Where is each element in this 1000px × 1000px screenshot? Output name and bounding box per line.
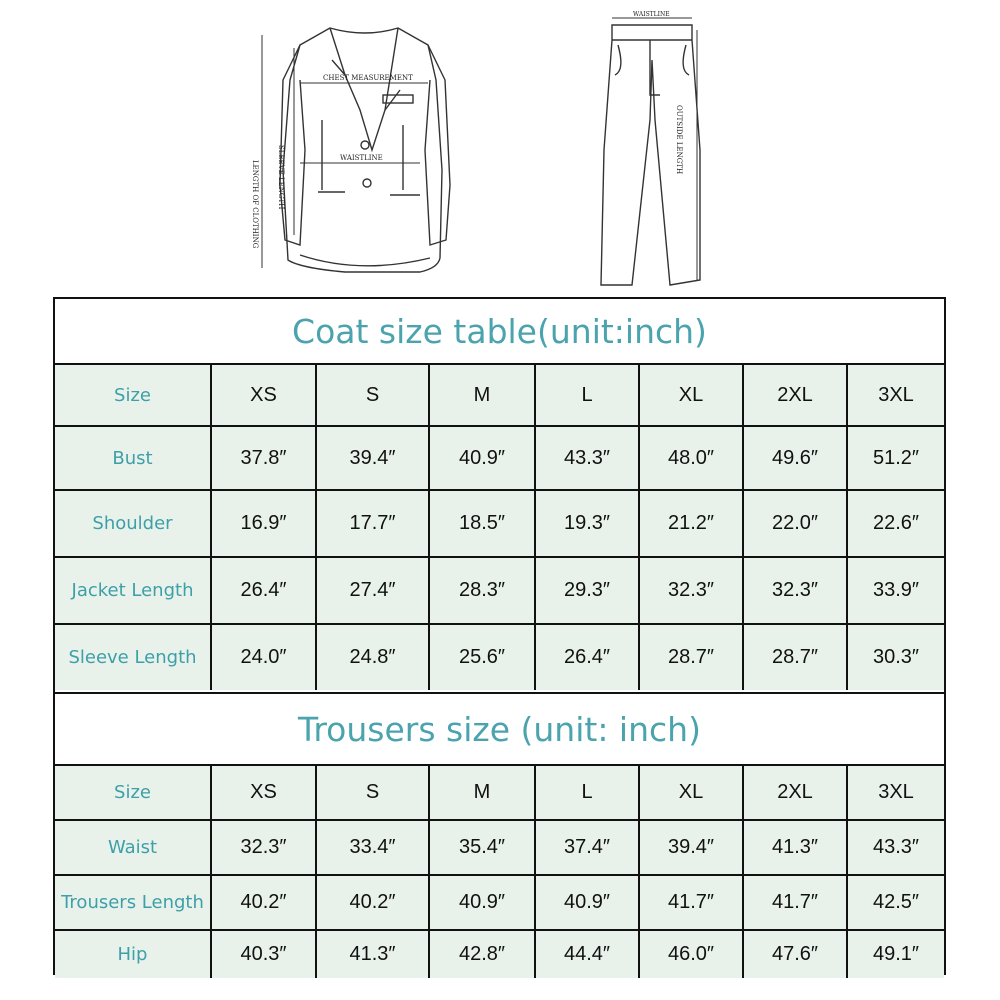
waist-m: 35.4″ <box>428 819 534 874</box>
sleeve-length-l: 26.4″ <box>534 623 638 690</box>
jacket-length-2xl: 32.3″ <box>742 556 846 623</box>
hip-xs: 40.3″ <box>210 929 315 978</box>
shoulder-2xl: 22.0″ <box>742 489 846 556</box>
trousers-size-xl: XL <box>638 764 742 819</box>
trousers-size-l: L <box>534 764 638 819</box>
trousers-title: Trousers size (unit: inch) <box>298 709 701 749</box>
row-label-trousers-length: Trousers Length <box>55 874 210 929</box>
jacket-length-xl: 32.3″ <box>638 556 742 623</box>
jacket-length-m: 28.3″ <box>428 556 534 623</box>
bust-3xl: 51.2″ <box>846 425 944 489</box>
sleeve-length-3xl: 30.3″ <box>846 623 944 690</box>
hip-xl: 46.0″ <box>638 929 742 978</box>
sleeve-length-2xl: 28.7″ <box>742 623 846 690</box>
coat-size-m: M <box>428 363 534 425</box>
trousers-size-m: M <box>428 764 534 819</box>
trousers-length-m: 40.9″ <box>428 874 534 929</box>
jacket-length-l: 29.3″ <box>534 556 638 623</box>
coat-size-3xl: 3XL <box>846 363 944 425</box>
jacket-length-label: LENGTH OF CLOTHING <box>251 160 259 249</box>
row-label-sleeve-length: Sleeve Length <box>55 623 210 690</box>
coat-size-s: S <box>315 363 428 425</box>
hip-l: 44.4″ <box>534 929 638 978</box>
bust-2xl: 49.6″ <box>742 425 846 489</box>
trousers-size-s: S <box>315 764 428 819</box>
trousers-length-xs: 40.2″ <box>210 874 315 929</box>
shoulder-m: 18.5″ <box>428 489 534 556</box>
waist-3xl: 43.3″ <box>846 819 944 874</box>
trousers-size-3xl: 3XL <box>846 764 944 819</box>
trousers-icon <box>601 18 700 285</box>
waist-l: 37.4″ <box>534 819 638 874</box>
trousers-size-header: Size <box>55 764 210 819</box>
hip-3xl: 49.1″ <box>846 929 944 978</box>
hip-s: 41.3″ <box>315 929 428 978</box>
bust-xl: 48.0″ <box>638 425 742 489</box>
coat-size-l: L <box>534 363 638 425</box>
trousers-length-xl: 41.7″ <box>638 874 742 929</box>
sleeve-length-m: 25.6″ <box>428 623 534 690</box>
jacket-waist-label: WAISTLINE <box>340 154 383 162</box>
sleeve-length-xs: 24.0″ <box>210 623 315 690</box>
row-label-hip: Hip <box>55 929 210 978</box>
coat-size-header: Size <box>55 363 210 425</box>
jacket-chest-label: CHEST MEASUREMENT <box>323 74 413 82</box>
jacket-length-s: 27.4″ <box>315 556 428 623</box>
trousers-outside-label: OUTSIDE LENGTH <box>675 105 683 175</box>
waist-xs: 32.3″ <box>210 819 315 874</box>
trousers-size-2xl: 2XL <box>742 764 846 819</box>
shoulder-xl: 21.2″ <box>638 489 742 556</box>
trousers-length-2xl: 41.7″ <box>742 874 846 929</box>
hip-m: 42.8″ <box>428 929 534 978</box>
trousers-table <box>55 764 944 978</box>
waist-xl: 39.4″ <box>638 819 742 874</box>
shoulder-xs: 16.9″ <box>210 489 315 556</box>
bust-xs: 37.8″ <box>210 425 315 489</box>
trousers-length-l: 40.9″ <box>534 874 638 929</box>
waist-2xl: 41.3″ <box>742 819 846 874</box>
coat-size-2xl: 2XL <box>742 363 846 425</box>
trousers-length-s: 40.2″ <box>315 874 428 929</box>
bust-s: 39.4″ <box>315 425 428 489</box>
sleeve-length-xl: 28.7″ <box>638 623 742 690</box>
bust-m: 40.9″ <box>428 425 534 489</box>
hip-2xl: 47.6″ <box>742 929 846 978</box>
row-label-jacket-length: Jacket Length <box>55 556 210 623</box>
shoulder-3xl: 22.6″ <box>846 489 944 556</box>
trousers-length-3xl: 42.5″ <box>846 874 944 929</box>
coat-title: Coat size table(unit:inch) <box>292 311 707 351</box>
shoulder-s: 17.7″ <box>315 489 428 556</box>
size-chart <box>53 297 946 975</box>
jacket-sleeve-label: SLEEVE LENGTH <box>277 145 285 210</box>
coat-size-xl: XL <box>638 363 742 425</box>
shoulder-l: 19.3″ <box>534 489 638 556</box>
coat-table <box>55 363 944 690</box>
trousers-waist-label: WAISTLINE <box>633 11 670 18</box>
jacket-length-3xl: 33.9″ <box>846 556 944 623</box>
jacket-icon <box>262 28 450 272</box>
row-label-waist: Waist <box>55 819 210 874</box>
row-label-shoulder: Shoulder <box>55 489 210 556</box>
sleeve-length-s: 24.8″ <box>315 623 428 690</box>
coat-size-xs: XS <box>210 363 315 425</box>
jacket-length-xs: 26.4″ <box>210 556 315 623</box>
trousers-size-xs: XS <box>210 764 315 819</box>
row-label-bust: Bust <box>55 425 210 489</box>
garment-illustration <box>0 0 1000 295</box>
bust-l: 43.3″ <box>534 425 638 489</box>
waist-s: 33.4″ <box>315 819 428 874</box>
